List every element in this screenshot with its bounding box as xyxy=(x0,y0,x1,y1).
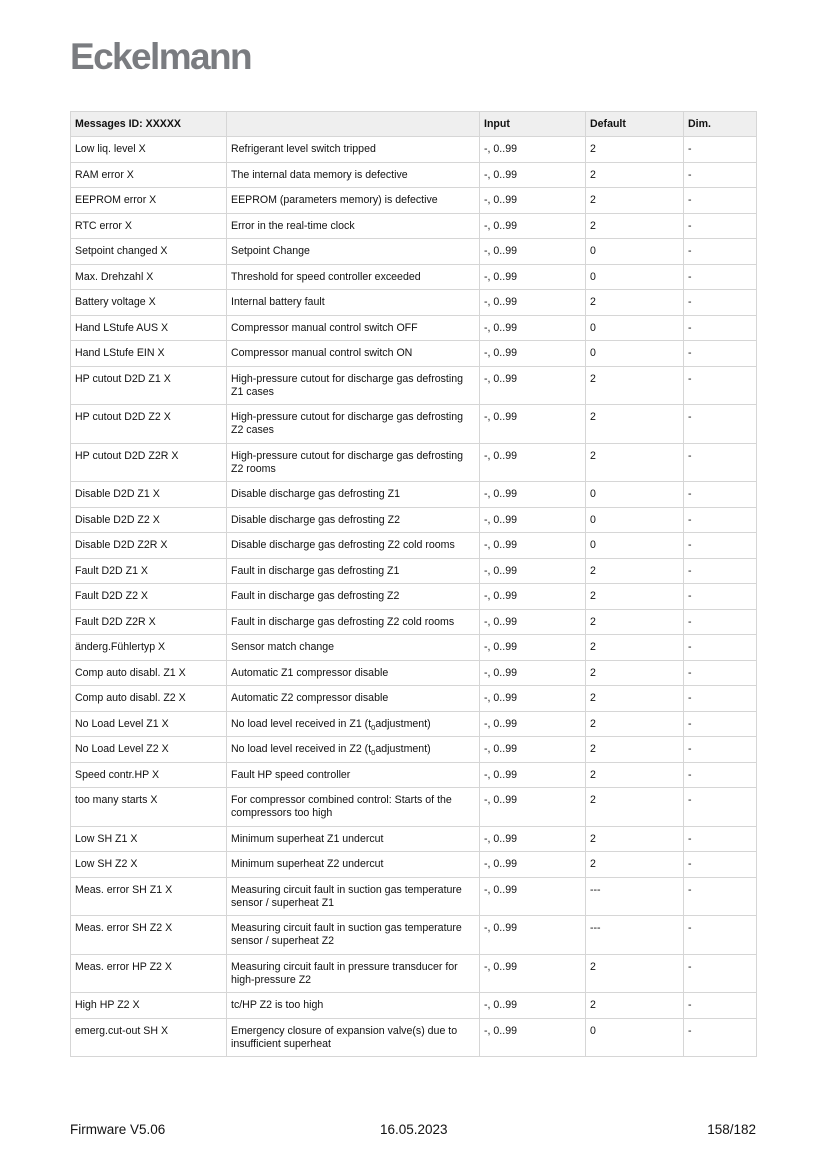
dimension-cell: - xyxy=(684,686,757,712)
dimension-cell: - xyxy=(684,660,757,686)
dimension-cell: - xyxy=(684,482,757,508)
description-cell: Compressor manual control switch ON xyxy=(227,341,480,367)
dimension-cell: - xyxy=(684,443,757,482)
dimension-cell: - xyxy=(684,916,757,955)
message-id-cell: Disable D2D Z2 X xyxy=(71,507,227,533)
default-value-cell: 2 xyxy=(586,405,684,444)
table-row xyxy=(71,916,757,955)
default-value-cell: 2 xyxy=(586,162,684,188)
dimension-cell: - xyxy=(684,826,757,852)
column-header-dim: Dim. xyxy=(684,112,757,137)
description-cell: Automatic Z1 compressor disable xyxy=(227,660,480,686)
table-row xyxy=(71,341,757,367)
input-range-cell: -, 0..99 xyxy=(480,635,586,661)
input-range-cell: -, 0..99 xyxy=(480,213,586,239)
description-cell: High-pressure cutout for discharge gas defrosting Z2 rooms xyxy=(227,443,480,482)
message-id-cell: Max. Drehzahl X xyxy=(71,264,227,290)
message-id-cell: Meas. error SH Z1 X xyxy=(71,877,227,916)
dimension-cell: - xyxy=(684,762,757,788)
dimension-cell: - xyxy=(684,877,757,916)
message-id-cell: EEPROM error X xyxy=(71,188,227,214)
brand-logo: Eckelmann xyxy=(70,36,251,77)
description-cell: Internal battery fault xyxy=(227,290,480,316)
table-row xyxy=(71,264,757,290)
input-range-cell: -, 0..99 xyxy=(480,558,586,584)
table-row xyxy=(71,711,757,737)
column-header-input: Input xyxy=(480,112,586,137)
dimension-cell: - xyxy=(684,213,757,239)
dimension-cell: - xyxy=(684,737,757,763)
input-range-cell: -, 0..99 xyxy=(480,762,586,788)
description-cell: Disable discharge gas defrosting Z2 cold rooms xyxy=(227,533,480,559)
message-id-cell: Low liq. level X xyxy=(71,137,227,163)
table-row xyxy=(71,609,757,635)
default-value-cell: 0 xyxy=(586,239,684,265)
input-range-cell: -, 0..99 xyxy=(480,366,586,405)
input-range-cell: -, 0..99 xyxy=(480,660,586,686)
input-range-cell: -, 0..99 xyxy=(480,826,586,852)
table-row xyxy=(71,737,757,763)
default-value-cell: 2 xyxy=(586,213,684,239)
message-id-cell: too many starts X xyxy=(71,788,227,827)
description-cell: Minimum superheat Z2 undercut xyxy=(227,852,480,878)
table-row xyxy=(71,162,757,188)
description-cell: Sensor match change xyxy=(227,635,480,661)
message-id-cell: Hand LStufe AUS X xyxy=(71,315,227,341)
input-range-cell: -, 0..99 xyxy=(480,1018,586,1057)
message-id-cell: Battery voltage X xyxy=(71,290,227,316)
message-id-cell: HP cutout D2D Z2 X xyxy=(71,405,227,444)
message-id-cell: emerg.cut-out SH X xyxy=(71,1018,227,1057)
table-row xyxy=(71,443,757,482)
description-tail: adjustment) xyxy=(375,743,431,755)
dimension-cell: - xyxy=(684,993,757,1019)
dimension-cell: - xyxy=(684,188,757,214)
message-id-cell: Comp auto disabl. Z1 X xyxy=(71,660,227,686)
description-cell: Threshold for speed controller exceeded xyxy=(227,264,480,290)
description-cell: The internal data memory is defective xyxy=(227,162,480,188)
default-value-cell: 0 xyxy=(586,482,684,508)
input-range-cell: -, 0..99 xyxy=(480,916,586,955)
message-id-cell: Fault D2D Z2R X xyxy=(71,609,227,635)
default-value-cell: 0 xyxy=(586,315,684,341)
default-value-cell: 2 xyxy=(586,635,684,661)
default-value-cell: 2 xyxy=(586,660,684,686)
table-row xyxy=(71,137,757,163)
dimension-cell: - xyxy=(684,162,757,188)
input-range-cell: -, 0..99 xyxy=(480,482,586,508)
input-range-cell: -, 0..99 xyxy=(480,264,586,290)
input-range-cell: -, 0..99 xyxy=(480,584,586,610)
message-id-cell: High HP Z2 X xyxy=(71,993,227,1019)
message-id-cell: HP cutout D2D Z1 X xyxy=(71,366,227,405)
description-cell: For compressor combined control: Starts of the compressors too high xyxy=(227,788,480,827)
dimension-cell: - xyxy=(684,341,757,367)
table-row xyxy=(71,366,757,405)
table-row xyxy=(71,533,757,559)
default-value-cell: 2 xyxy=(586,584,684,610)
table-row xyxy=(71,507,757,533)
default-value-cell: 2 xyxy=(586,993,684,1019)
message-id-cell: Comp auto disabl. Z2 X xyxy=(71,686,227,712)
column-header-messages-id: Messages ID: XXXXX xyxy=(71,112,227,137)
dimension-cell: - xyxy=(684,609,757,635)
input-range-cell: -, 0..99 xyxy=(480,188,586,214)
dimension-cell: - xyxy=(684,1018,757,1057)
default-value-cell: 2 xyxy=(586,954,684,993)
dimension-cell: - xyxy=(684,507,757,533)
description-cell: EEPROM (parameters memory) is defective xyxy=(227,188,480,214)
input-range-cell: -, 0..99 xyxy=(480,877,586,916)
description-cell: Fault in discharge gas defrosting Z1 xyxy=(227,558,480,584)
table-row xyxy=(71,239,757,265)
table-header-row xyxy=(71,112,757,137)
message-id-cell: No Load Level Z1 X xyxy=(71,711,227,737)
description-text: No load level received in Z2 (t xyxy=(231,743,372,755)
message-id-cell: RAM error X xyxy=(71,162,227,188)
dimension-cell: - xyxy=(684,366,757,405)
message-id-cell: Meas. error SH Z2 X xyxy=(71,916,227,955)
message-id-cell: Setpoint changed X xyxy=(71,239,227,265)
input-range-cell: -, 0..99 xyxy=(480,737,586,763)
message-id-cell: änderg.Fühlertyp X xyxy=(71,635,227,661)
column-header-description xyxy=(227,112,480,137)
footer-firmware: Firmware V5.06 xyxy=(70,1122,166,1137)
description-cell: Measuring circuit fault in suction gas temperature sensor / superheat Z2 xyxy=(227,916,480,955)
default-value-cell: --- xyxy=(586,916,684,955)
description-cell: tc/HP Z2 is too high xyxy=(227,993,480,1019)
table-row xyxy=(71,405,757,444)
input-range-cell: -, 0..99 xyxy=(480,788,586,827)
description-cell: Fault in discharge gas defrosting Z2 xyxy=(227,584,480,610)
default-value-cell: 0 xyxy=(586,1018,684,1057)
default-value-cell: 2 xyxy=(586,290,684,316)
description-cell: Fault in discharge gas defrosting Z2 cold rooms xyxy=(227,609,480,635)
default-value-cell: 2 xyxy=(586,737,684,763)
column-header-default: Default xyxy=(586,112,684,137)
dimension-cell: - xyxy=(684,405,757,444)
dimension-cell: - xyxy=(684,290,757,316)
messages-table xyxy=(70,111,757,1057)
message-id-cell: Low SH Z1 X xyxy=(71,826,227,852)
input-range-cell: -, 0..99 xyxy=(480,443,586,482)
description-text: No load level received in Z1 (t xyxy=(231,717,372,730)
input-range-cell: -, 0..99 xyxy=(480,852,586,878)
message-id-cell: No Load Level Z2 X xyxy=(71,737,227,763)
default-value-cell: 0 xyxy=(586,507,684,533)
table-row xyxy=(71,482,757,508)
description-cell: Minimum superheat Z1 undercut xyxy=(227,826,480,852)
table-row xyxy=(71,635,757,661)
input-range-cell: -, 0..99 xyxy=(480,686,586,712)
description-cell: Refrigerant level switch tripped xyxy=(227,137,480,163)
table-row xyxy=(71,188,757,214)
dimension-cell: - xyxy=(684,137,757,163)
table-row xyxy=(71,826,757,852)
message-id-cell: RTC error X xyxy=(71,213,227,239)
default-value-cell: 2 xyxy=(586,788,684,827)
message-id-cell: Disable D2D Z1 X xyxy=(71,482,227,508)
dimension-cell: - xyxy=(684,264,757,290)
default-value-cell: --- xyxy=(586,877,684,916)
dimension-cell: - xyxy=(684,852,757,878)
default-value-cell: 2 xyxy=(586,826,684,852)
default-value-cell: 2 xyxy=(586,137,684,163)
description-cell xyxy=(227,737,480,763)
table-row xyxy=(71,762,757,788)
dimension-cell: - xyxy=(684,558,757,584)
description-cell: Setpoint Change xyxy=(227,239,480,265)
input-range-cell: -, 0..99 xyxy=(480,993,586,1019)
message-id-cell: Speed contr.HP X xyxy=(71,762,227,788)
description-cell: Emergency closure of expansion valve(s) due to insufficient superheat xyxy=(227,1018,480,1057)
message-id-cell: Fault D2D Z1 X xyxy=(71,558,227,584)
default-value-cell: 0 xyxy=(586,264,684,290)
dimension-cell: - xyxy=(684,584,757,610)
table-row xyxy=(71,315,757,341)
table-row xyxy=(71,993,757,1019)
default-value-cell: 2 xyxy=(586,366,684,405)
footer-page-number: 158/182 xyxy=(707,1122,756,1137)
description-subscript: 0 xyxy=(371,748,376,758)
default-value-cell: 2 xyxy=(586,711,684,737)
dimension-cell: - xyxy=(684,533,757,559)
default-value-cell: 0 xyxy=(586,533,684,559)
input-range-cell: -, 0..99 xyxy=(480,711,586,737)
input-range-cell: -, 0..99 xyxy=(480,609,586,635)
table-row xyxy=(71,877,757,916)
table-row xyxy=(71,686,757,712)
default-value-cell: 2 xyxy=(586,188,684,214)
input-range-cell: -, 0..99 xyxy=(480,315,586,341)
default-value-cell: 0 xyxy=(586,341,684,367)
input-range-cell: -, 0..99 xyxy=(480,239,586,265)
input-range-cell: -, 0..99 xyxy=(480,405,586,444)
default-value-cell: 2 xyxy=(586,686,684,712)
table-row xyxy=(71,290,757,316)
message-id-cell: Disable D2D Z2R X xyxy=(71,533,227,559)
table-row xyxy=(71,788,757,827)
input-range-cell: -, 0..99 xyxy=(480,137,586,163)
dimension-cell: - xyxy=(684,788,757,827)
dimension-cell: - xyxy=(684,315,757,341)
description-cell: Compressor manual control switch OFF xyxy=(227,315,480,341)
description-cell: Measuring circuit fault in pressure transducer for high-pressure Z2 xyxy=(227,954,480,993)
table-body xyxy=(71,137,757,1057)
dimension-cell: - xyxy=(684,711,757,737)
input-range-cell: -, 0..99 xyxy=(480,290,586,316)
table-row xyxy=(71,558,757,584)
message-id-cell: Low SH Z2 X xyxy=(71,852,227,878)
message-id-cell: Fault D2D Z2 X xyxy=(71,584,227,610)
table-row xyxy=(71,213,757,239)
table-row xyxy=(71,852,757,878)
description-subscript: 0 xyxy=(371,722,376,732)
input-range-cell: -, 0..99 xyxy=(480,341,586,367)
description-cell: Disable discharge gas defrosting Z2 xyxy=(227,507,480,533)
footer-date: 16.05.2023 xyxy=(380,1122,448,1137)
message-id-cell: HP cutout D2D Z2R X xyxy=(71,443,227,482)
dimension-cell: - xyxy=(684,239,757,265)
description-cell: High-pressure cutout for discharge gas defrosting Z1 cases xyxy=(227,366,480,405)
description-cell: Automatic Z2 compressor disable xyxy=(227,686,480,712)
description-tail: adjustment) xyxy=(375,717,431,730)
description-cell xyxy=(227,711,480,737)
description-cell: Measuring circuit fault in suction gas temperature sensor / superheat Z1 xyxy=(227,877,480,916)
input-range-cell: -, 0..99 xyxy=(480,507,586,533)
description-cell: Disable discharge gas defrosting Z1 xyxy=(227,482,480,508)
default-value-cell: 2 xyxy=(586,443,684,482)
description-cell: Error in the real-time clock xyxy=(227,213,480,239)
table-row xyxy=(71,1018,757,1057)
default-value-cell: 2 xyxy=(586,558,684,584)
default-value-cell: 2 xyxy=(586,852,684,878)
description-cell: Fault HP speed controller xyxy=(227,762,480,788)
input-range-cell: -, 0..99 xyxy=(480,162,586,188)
table-row xyxy=(71,660,757,686)
message-id-cell: Hand LStufe EIN X xyxy=(71,341,227,367)
default-value-cell: 2 xyxy=(586,609,684,635)
message-id-cell: Meas. error HP Z2 X xyxy=(71,954,227,993)
table-row xyxy=(71,584,757,610)
description-cell: High-pressure cutout for discharge gas defrosting Z2 cases xyxy=(227,405,480,444)
table-row xyxy=(71,954,757,993)
default-value-cell: 2 xyxy=(586,762,684,788)
dimension-cell: - xyxy=(684,954,757,993)
input-range-cell: -, 0..99 xyxy=(480,533,586,559)
input-range-cell: -, 0..99 xyxy=(480,954,586,993)
dimension-cell: - xyxy=(684,635,757,661)
